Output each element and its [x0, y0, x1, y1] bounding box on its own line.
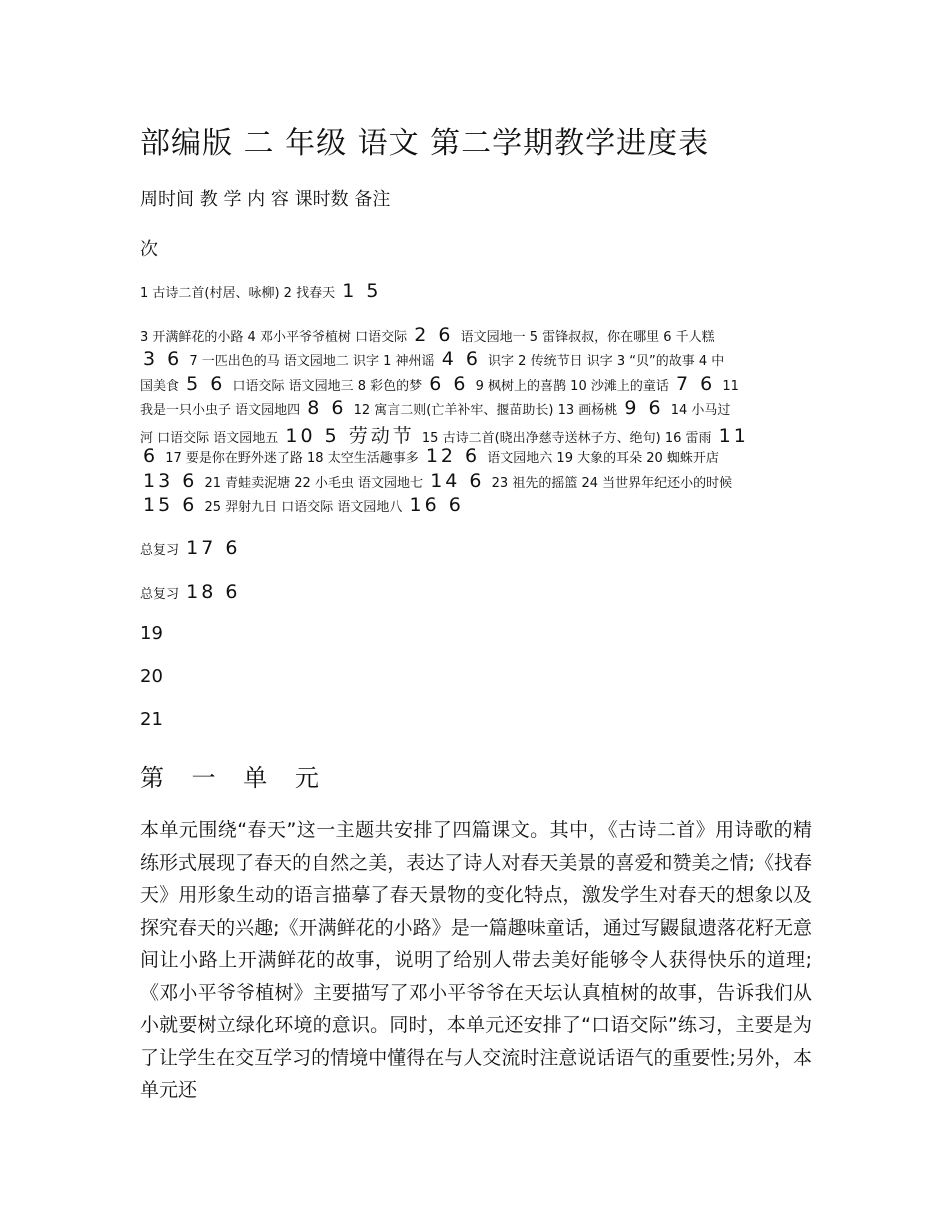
lesson-hours: 6 6	[429, 373, 469, 395]
lesson-content: 25 羿射九日 口语交际 语文园地八	[200, 500, 407, 515]
lesson-content: 17 要是你在野外迷了路 18 太空生活趣事多	[161, 451, 423, 466]
lesson-hours: 3 6	[143, 348, 183, 370]
lesson-content: 1 古诗二首(村居、咏柳) 2 找春天	[140, 286, 340, 301]
week-number: 21	[140, 709, 163, 730]
lesson-hours: 9 6	[624, 397, 664, 419]
lesson-content: 21 青蛙卖泥塘 22 小毛虫 语文园地七	[200, 476, 428, 491]
lesson-content: 国美食	[140, 379, 184, 394]
table-header-continued: 次	[140, 239, 158, 260]
schedule-row	[140, 397, 730, 419]
week-number: 20	[140, 666, 163, 687]
lesson-content: 总复习	[140, 543, 184, 558]
lesson-hours: 14 6	[430, 470, 485, 492]
lesson-hours: 13 6	[143, 470, 198, 492]
document-title: 部编版 二 年级 语文 第二学期教学进度表	[140, 126, 710, 161]
lesson-content: 7 一匹出色的马 语文园地二 识字 1 神州谣	[185, 354, 439, 369]
lesson-content: 河 口语交际 语文园地五	[140, 431, 283, 446]
schedule-row	[140, 445, 719, 467]
schedule-row	[140, 280, 384, 302]
lesson-hours: 11	[718, 425, 749, 447]
lesson-hours: 18 6	[186, 581, 241, 603]
lesson-content: 识字 2 传统节日 识字 3 “贝”的故事 4 中	[483, 354, 725, 369]
lesson-content: 14 小马过	[666, 403, 731, 418]
lesson-content: 11	[718, 379, 739, 394]
schedule-row	[140, 348, 724, 370]
lesson-hours: 17 6	[186, 537, 241, 559]
lesson-content: 23 祖先的摇篮 24 当世界年纪还小的时候	[487, 476, 733, 491]
lesson-content: 15 古诗二首(晓出净慈寺送林子方、绝句) 16 雷雨	[417, 431, 716, 446]
lesson-content: 3 开满鲜花的小路 4 邓小平爷爷植树 口语交际	[140, 330, 412, 345]
section-title: 第 一 单 元	[140, 764, 329, 792]
lesson-hours: 15 6	[143, 494, 198, 516]
lesson-content: 我是一只小虫子 语文园地四	[140, 403, 305, 418]
lesson-hours: 16 6	[409, 494, 464, 516]
schedule-row	[140, 373, 739, 395]
review-row	[140, 581, 243, 603]
table-header: 周时间 教 学 内 容 课时数 备注	[140, 189, 391, 210]
lesson-content: 语文园地一 5 雷锋叔叔，你在哪里 6 千人糕	[456, 330, 715, 345]
lesson-content: 9 枫树上的喜鹊 10 沙滩上的童话	[471, 379, 673, 394]
lesson-hours: 6	[143, 445, 159, 467]
schedule-row	[140, 421, 752, 448]
lesson-hours: 5 6	[186, 373, 226, 395]
schedule-row	[140, 324, 715, 346]
unit-description: 本单元围绕“春天”这一主题共安排了四篇课文。其中，《古诗二首》用诗歌的精练形式展现了春天的自然之美，表达了诗人对春天美景的喜爱和赞美之情;《找春天》用形象生动的语言描摹了春天景物的变化特点，激发学生对春天的想象以及探究春天的兴趣;《开满鲜花的小路》是一篇趣味童话，通过写鼹鼠遗落花籽无意间让小路上开满鲜花的故事，说明了给别人带去美好能够令人获得快乐的道理;《邓小平爷爷植树》主要描写了邓小平爷爷在天坛认真植树的故事，告诉我们从小就要树立绿化环境的意识。同时，本单元还安排了“口语交际”练习，主要是为了让学生在交互学习的情境中懂得在与人交流时注意说话语气的重要性;另外，本单元还	[140, 819, 812, 1101]
lesson-content: 12 寓言二则(亡羊补牢、揠苗助长) 13 画杨桃	[349, 403, 622, 418]
lesson-hours: 8 6	[307, 397, 347, 419]
review-row	[140, 537, 243, 559]
lesson-hours: 4 6	[441, 348, 481, 370]
lesson-content: 语文园地六 19 大象的耳朵 20 蜘蛛开店	[483, 451, 719, 466]
lesson-hours: 7 6	[676, 373, 716, 395]
lesson-hours: 1 5	[342, 280, 382, 302]
schedule-row	[140, 494, 467, 516]
week-number: 19	[140, 623, 163, 644]
lesson-hours: 10 5 劳动节	[285, 425, 415, 447]
schedule-row	[140, 470, 732, 492]
lesson-hours: 12 6	[425, 445, 481, 467]
lesson-hours: 2 6	[414, 324, 454, 346]
lesson-content: 总复习	[140, 587, 184, 602]
lesson-content: 口语交际 语文园地三 8 彩色的梦	[228, 379, 427, 394]
